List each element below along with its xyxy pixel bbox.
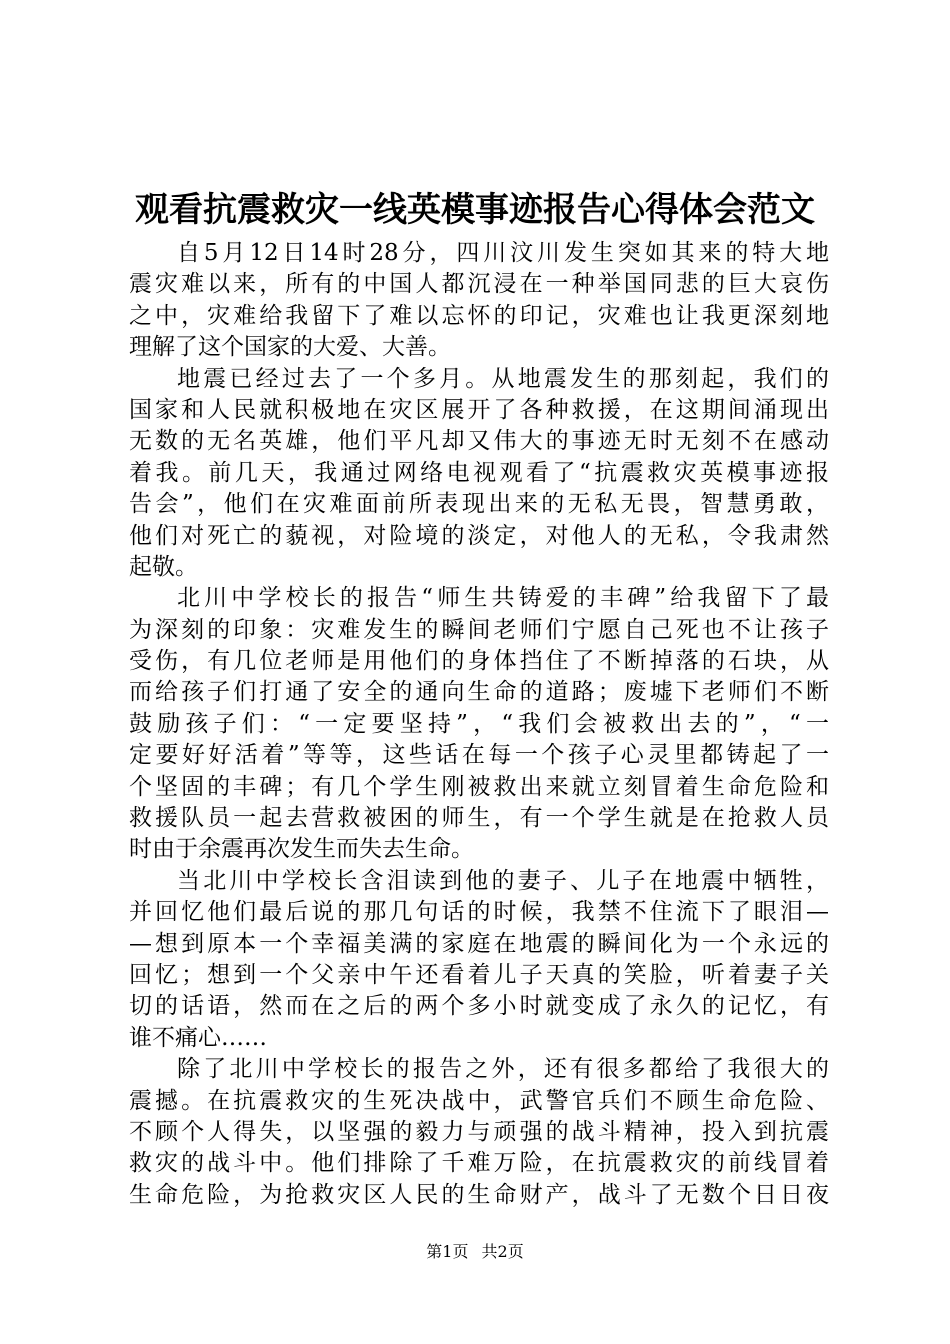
body-line: 鼓励孩子们：“一定要坚持”，“我们会被救出去的”，“一: [129, 710, 829, 737]
body-line: 切的话语，然而在之后的两个多小时就变成了永久的记忆，有: [129, 993, 829, 1020]
body-line: 震灾难以来，所有的中国人都沉浸在一种举国同悲的巨大哀伤: [129, 271, 829, 298]
body-line: 国家和人民就积极地在灾区展开了各种救援，在这期间涌现出: [129, 396, 829, 423]
body-line: 北川中学校长的报告“师生共铸爱的丰碑”给我留下了最: [177, 585, 829, 612]
body-line: 除了北川中学校长的报告之外，还有很多都给了我很大的: [177, 1056, 829, 1083]
body-line: 并回忆他们最后说的那几句话的时候，我禁不住流下了眼泪—: [129, 899, 829, 926]
page-footer: [0, 1240, 950, 1264]
body-line: 时由于余震再次发生而失去生命。: [129, 836, 474, 863]
body-line: 着我。前几天，我通过网络电视观看了“抗震救灾英模事迹报: [129, 459, 829, 486]
body-line: 起敬。: [129, 553, 198, 580]
body-line: 理解了这个国家的大爱、大善。: [129, 334, 451, 361]
body-line: 地震已经过去了一个多月。从地震发生的那刻起，我们的: [177, 365, 829, 392]
body-line: —想到原本一个幸福美满的家庭在地震的瞬间化为一个永远的: [129, 930, 829, 957]
body-line: 定要好好活着”等等，这些话在每一个孩子心灵里都铸起了一: [129, 742, 829, 769]
body-line: 生命危险，为抢救灾区人民的生命财产，战斗了无数个日日夜: [129, 1181, 829, 1208]
body-line: 自5月12日14时28分，四川汶川发生突如其来的特大地: [177, 240, 829, 266]
article-body: [129, 238, 829, 1211]
body-line: 谁不痛心……: [129, 1024, 267, 1051]
body-line: 之中，灾难给我留下了难以忘怀的印记，灾难也让我更深刻地: [129, 302, 829, 329]
body-line: 受伤，有几位老师是用他们的身体挡住了不断掉落的石块，从: [129, 648, 829, 675]
body-line: 他们对死亡的藐视，对险境的淡定，对他人的无私，令我肃然: [129, 522, 829, 549]
page-total: 共2页: [481, 1242, 524, 1261]
body-line: 当北川中学校长含泪读到他的妻子、儿子在地震中牺牲，: [177, 867, 829, 894]
body-line: 为深刻的印象：灾难发生的瞬间老师们宁愿自己死也不让孩子: [129, 616, 829, 643]
page-title: 观看抗震救灾一线英模事迹报告心得体会范文: [135, 190, 815, 230]
body-line: 个坚固的丰碑；有几个学生刚被救出来就立刻冒着生命危险和: [129, 773, 829, 800]
body-line: 告会”，他们在灾难面前所表现出来的无私无畏，智慧勇敢，: [129, 491, 829, 518]
body-line: 救援队员一起去营救被困的师生，有一个学生就是在抢救人员: [129, 805, 829, 832]
body-line: 救灾的战斗中。他们排除了千难万险，在抗震救灾的前线冒着: [129, 1150, 829, 1177]
page-number: 第1页: [426, 1242, 469, 1261]
body-line: 回忆；想到一个父亲中午还看着儿子天真的笑脸，听着妻子关: [129, 961, 829, 988]
body-line: 震撼。在抗震救灾的生死决战中，武警官兵们不顾生命危险、: [129, 1087, 829, 1114]
body-line: 不顾个人得失，以坚强的毅力与顽强的战斗精神，投入到抗震: [129, 1118, 829, 1145]
body-line: 无数的无名英雄，他们平凡却又伟大的事迹无时无刻不在感动: [129, 428, 829, 455]
body-line: 而给孩子们打通了安全的通向生命的道路；废墟下老师们不断: [129, 679, 829, 706]
